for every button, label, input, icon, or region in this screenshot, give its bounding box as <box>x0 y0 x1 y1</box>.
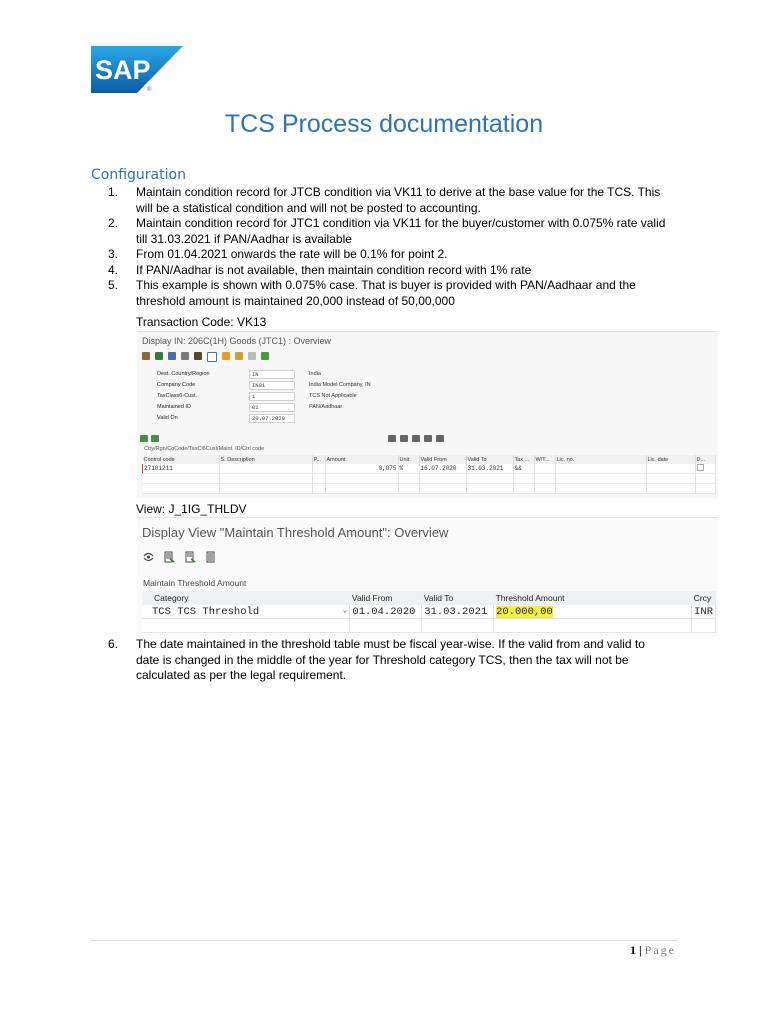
table-row <box>143 474 716 484</box>
column-header: P... <box>312 455 325 464</box>
transaction-code-label: Transaction Code: VK13 <box>136 315 267 329</box>
amount-cell[interactable]: 0,075 <box>325 464 398 474</box>
column-header: Valid From <box>419 455 466 464</box>
step-text: This example is shown with 0.075% case. That is buyer is provided with PAN/Aadhaar and the threshold amount is maintained 20,000 instead of 50,00,000 <box>136 278 636 308</box>
step-text: From 01.04.2021 onwards the rate will be 0.1% for point 2. <box>136 247 448 261</box>
hat-icon[interactable] <box>142 352 150 360</box>
step-item <box>108 185 668 216</box>
step-number: 2. <box>108 216 119 230</box>
deselect-all-icon[interactable] <box>206 551 217 563</box>
column-header: Valid From <box>350 591 422 605</box>
wt-cell[interactable] <box>534 464 555 474</box>
column-header: Control code <box>143 455 220 464</box>
threshold-amount-value: 20.000,00 <box>496 605 553 618</box>
sap-screenshot-vk13 <box>137 331 718 498</box>
field-value[interactable]: IN01 <box>249 381 295 390</box>
field-value[interactable]: IN <box>249 370 295 379</box>
valid-to-cell[interactable]: 31.03.2021 <box>422 605 494 619</box>
section-label: Maintain Threshold Amount <box>143 578 247 588</box>
field-value[interactable]: 1 <box>249 392 295 401</box>
column-header: W/T... <box>534 455 555 464</box>
valid-to-cell[interactable]: 31.03.2021 <box>466 464 513 474</box>
step-text: If PAN/Aadhar is not available, then maintain condition record with 1% rate <box>136 262 532 277</box>
column-header: Valid To <box>466 455 513 464</box>
valid-from-cell[interactable]: 01.04.2020 <box>350 605 422 619</box>
sap-toolbar <box>143 551 217 563</box>
find-next-icon[interactable] <box>400 435 408 442</box>
condition-records-table <box>142 455 716 494</box>
field-description: India <box>309 371 321 377</box>
view-label: View: J_1IG_THLDV <box>136 502 247 516</box>
step-item <box>108 278 668 309</box>
document-title: TCS Process documentation <box>224 110 544 138</box>
column-header: Lic. no. <box>555 455 646 464</box>
info-icon[interactable] <box>207 352 217 362</box>
page-word: Page <box>644 943 676 957</box>
deselect-all-icon[interactable] <box>151 435 159 442</box>
column-header: S. Description <box>219 455 312 464</box>
folder-icon[interactable] <box>194 352 202 360</box>
step-text: The date maintained in the threshold table must be fiscal year-wise. If the valid from and valid to date is changed in the middle of the year for Threshold category TCS, then the tax will not be calculated as per the legal requirement. <box>136 637 645 682</box>
column-header: Valid To <box>422 591 494 605</box>
lic-no-cell[interactable] <box>555 464 646 474</box>
field-label: Company Code <box>157 382 196 388</box>
table-row <box>142 619 716 633</box>
sap-registered-mark: ® <box>147 87 152 93</box>
step-item <box>108 247 668 263</box>
step-text: Maintain condition record for JTC1 condition via VK11 for the buyer/customer with 0.075% rate valid till 31.03.2021 if PAN/Aadhar is available <box>136 216 666 246</box>
grid-toolbar-left <box>140 435 159 442</box>
field-description: India Model Company, IN <box>309 382 371 388</box>
field-value[interactable]: 20.07.2020 <box>249 414 295 423</box>
copy-icon[interactable] <box>181 352 189 360</box>
sort-descending-icon[interactable] <box>436 435 444 442</box>
column-header: Amount <box>325 455 398 464</box>
step-number: 3. <box>108 247 119 261</box>
category-cell[interactable] <box>142 605 350 619</box>
step-item <box>108 637 668 684</box>
checkbox[interactable] <box>697 464 704 471</box>
select-block-icon[interactable] <box>185 551 196 563</box>
threshold-table <box>142 591 716 633</box>
sap-logo <box>91 46 183 93</box>
d-cell[interactable] <box>695 464 716 474</box>
breadcrumb: Ctry/Rgn/CoCode/TaxCl6Cust/Maint. ID/Ctrl code <box>144 446 265 452</box>
fraction-icon[interactable] <box>248 352 256 360</box>
chevron-down-icon[interactable]: ⌄ <box>342 606 348 615</box>
column-header: Threshold Amount <box>494 591 692 605</box>
page-footer <box>630 943 676 958</box>
deselect-icon[interactable] <box>235 352 243 360</box>
field-label: Maintained ID <box>157 404 191 410</box>
step-number: 5. <box>108 278 119 292</box>
unit-cell[interactable]: % <box>398 464 419 474</box>
step-number: 6. <box>108 637 119 651</box>
control-code-cell[interactable]: 27101211 <box>143 464 220 474</box>
tax-cell[interactable]: && <box>513 464 534 474</box>
column-header: Crcy <box>692 591 716 605</box>
find-icon[interactable] <box>388 435 396 442</box>
field-description: TCS Not Applicable <box>309 393 357 399</box>
detail-icon[interactable] <box>168 352 176 360</box>
sort-ascending-icon[interactable] <box>424 435 432 442</box>
column-header: Unit <box>398 455 419 464</box>
sap-screen-title: Display View "Maintain Threshold Amount": Overview <box>142 525 449 540</box>
description-cell[interactable] <box>219 464 312 474</box>
step-item <box>108 216 668 247</box>
column-header: Category <box>142 591 350 605</box>
grid-toolbar <box>388 435 444 442</box>
step-number: 1. <box>108 185 119 199</box>
steps-list <box>108 185 668 309</box>
field-label: Valid On <box>157 415 178 421</box>
field-label: TaxClass6-Cust. <box>157 393 198 399</box>
column-header: D... <box>695 455 716 464</box>
sap-screenshot-threshold <box>137 517 718 636</box>
sap-toolbar <box>142 352 269 362</box>
table-row <box>143 484 716 494</box>
threshold-amount-cell[interactable] <box>494 605 692 619</box>
chart-icon[interactable] <box>261 352 269 360</box>
step-number: 4. <box>108 262 119 277</box>
lic-date-cell[interactable] <box>646 464 695 474</box>
select-all-icon[interactable] <box>140 435 148 442</box>
field-description: PAN/Aadhaar <box>309 404 343 410</box>
field-value[interactable]: 01 <box>249 403 295 412</box>
valid-from-cell[interactable]: 16.07.2020 <box>419 464 466 474</box>
footer-divider <box>90 940 678 941</box>
select-all-icon[interactable] <box>164 551 175 563</box>
category-value: TCS TCS Threshold <box>152 605 260 618</box>
sap-logo-text: SAP <box>95 55 151 85</box>
field-label: Dest. Country/Region <box>157 371 210 377</box>
filter-icon[interactable] <box>412 435 420 442</box>
select-icon[interactable] <box>222 352 230 360</box>
table-row[interactable] <box>143 464 716 474</box>
step-item <box>108 263 668 279</box>
column-header: Lic. date <box>646 455 695 464</box>
p-cell[interactable] <box>312 464 325 474</box>
step-text: Maintain condition record for JTCB condition via VK11 to derive at the base value for the TCS. This will be a statistical condition and will not be posted to accounting. <box>136 185 661 215</box>
sap-screen-title: Display IN: 206C(1H) Goods (JTC1) : Overview <box>142 336 332 346</box>
page-number: 1 <box>630 943 637 957</box>
steps-list-continued <box>108 637 668 684</box>
column-header: Tax ... <box>513 455 534 464</box>
currency-cell[interactable]: INR <box>692 605 716 619</box>
table-row[interactable] <box>142 605 716 619</box>
refresh-icon[interactable] <box>155 352 163 360</box>
section-heading-configuration: Configuration <box>91 167 186 183</box>
display-change-icon[interactable] <box>143 551 154 563</box>
footer-separator: | <box>639 943 642 957</box>
